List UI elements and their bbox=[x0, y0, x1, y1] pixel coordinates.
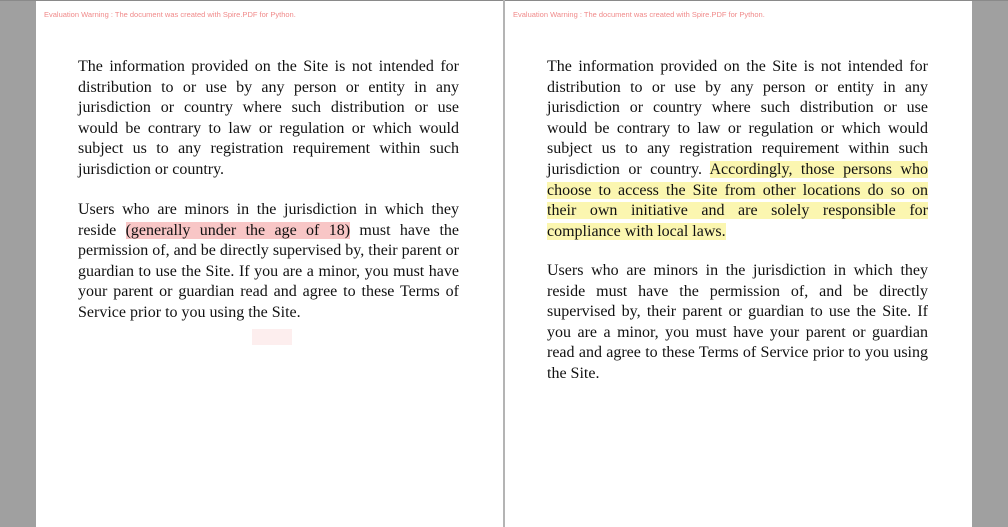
right-paragraph-1-text-before: The information provided on the Site is not intended for distribution to or use by any person or entity in any jurisdiction or country where such distribution or use would be contrary to law or regulation or which would subject us to any registration requirement within such jurisdiction or country. bbox=[547, 58, 928, 178]
left-paragraph-2-text-after: must have the permission of, and be directly supervised by, their parent or guardian to use the Site. If you are a minor, you must have your parent or guardian read and agree to these Terms of Service prior to you using the Site. bbox=[78, 221, 459, 321]
page-right[interactable] bbox=[505, 1, 972, 527]
right-paragraph-1[interactable] bbox=[547, 57, 928, 242]
watermark-text: Evaluation Warning : The document was created with Spire.PDF for Python. bbox=[44, 10, 296, 19]
left-paragraph-2[interactable] bbox=[78, 200, 459, 324]
highlight-red[interactable]: (generally under the age of 18) bbox=[125, 221, 351, 239]
left-paragraph-1[interactable]: The information provided on the Site is not intended for distribution to or use by any person or entity in any jurisdiction or country where such distribution or use would be contrary to law or regulation or which would subject us to any registration requirement within such jurisdiction or country. bbox=[78, 58, 459, 178]
watermark-text: Evaluation Warning : The document was created with Spire.PDF for Python. bbox=[513, 10, 765, 19]
faint-annotation-box bbox=[252, 329, 292, 345]
highlight-yellow[interactable]: Accordingly, those persons who choose to access the Site from other locations do so on their own initiative and are solely responsible for compliance with local laws. bbox=[547, 160, 928, 240]
right-paragraph-2[interactable]: Users who are minors in the jurisdiction in which they reside must have the permission of, and be directly supervised by, their parent or guardian to use the Site. If you are a minor, you must have your parent or guardian read and agree to these Terms of Service prior to you using the Site. bbox=[547, 262, 928, 382]
page-left[interactable] bbox=[36, 1, 503, 527]
left-paragraph-2-text-before: Users who are minors in the jurisdiction in which they reside bbox=[78, 201, 459, 239]
